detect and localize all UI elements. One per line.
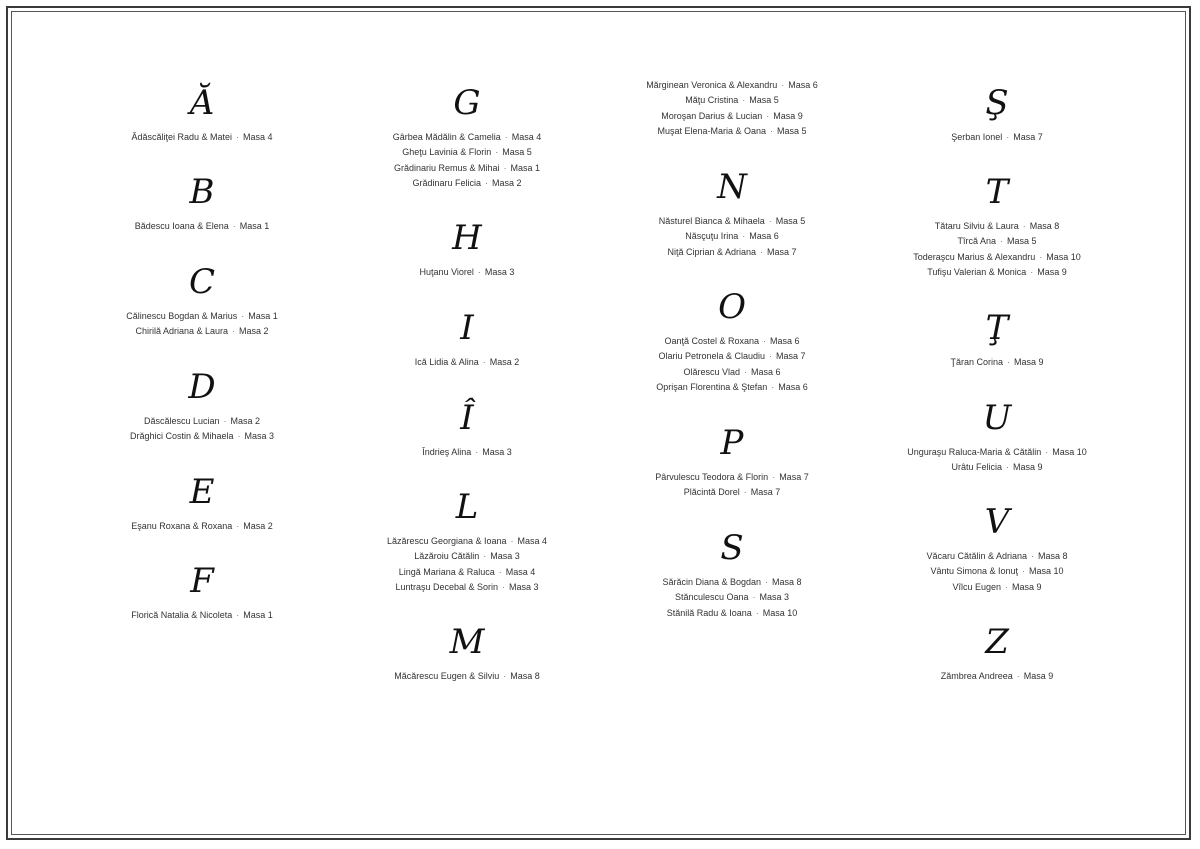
- guest-entry: [872, 564, 1122, 579]
- section-letter: Ă: [189, 83, 215, 123]
- table-number: Masa 5: [749, 95, 779, 106]
- guest-name: Năsturel Bianca & Mihaela: [658, 216, 765, 226]
- guest-name: Sărăcin Diana & Bogdan: [662, 577, 762, 587]
- column-1: [77, 0, 327, 849]
- guest-entry: [77, 414, 327, 429]
- table-number: Masa 2: [230, 416, 261, 426]
- separator-dot: ·: [498, 566, 502, 577]
- section-letter: N: [717, 167, 747, 207]
- guest-entry: [607, 575, 857, 590]
- letter-group: [342, 218, 592, 280]
- section-letter: D: [188, 367, 216, 407]
- table-number: Masa 2: [243, 521, 273, 531]
- section-letter: U: [982, 398, 1012, 438]
- guest-entry: [607, 606, 857, 621]
- guest-name: Tătaru Silviu & Laura: [934, 221, 1019, 231]
- guest-entry: [77, 324, 327, 339]
- section-letter: H: [452, 218, 482, 258]
- table-number: Masa 3: [759, 592, 790, 603]
- letter-group: [342, 83, 592, 192]
- table-number: Masa 7: [767, 246, 797, 257]
- table-number: Masa 6: [788, 80, 818, 90]
- table-number: Masa 7: [776, 351, 806, 362]
- separator-dot: ·: [763, 336, 767, 346]
- table-number: Masa 1: [510, 162, 541, 173]
- separator-dot: ·: [1016, 671, 1020, 681]
- table-number: Masa 7: [1013, 132, 1043, 142]
- separator-dot: ·: [765, 577, 769, 587]
- separator-dot: ·: [503, 671, 507, 681]
- table-number: Masa 10: [1046, 251, 1081, 262]
- letter-group: [342, 308, 592, 370]
- table-number: Masa 2: [239, 326, 269, 337]
- separator-dot: ·: [1000, 236, 1003, 247]
- separator-dot: ·: [755, 607, 759, 618]
- guest-name: Văcaru Cătălin & Adriana: [926, 551, 1028, 561]
- guest-name: Vântu Simona & Ionuţ: [930, 566, 1019, 577]
- guest-name: Niţă Ciprian & Adriana: [667, 246, 757, 257]
- separator-dot: ·: [232, 326, 236, 337]
- letter-group: [77, 172, 327, 234]
- guest-entry: [77, 219, 327, 234]
- table-number: Masa 8: [1029, 221, 1060, 231]
- section-letter: V: [984, 502, 1010, 542]
- guest-name: Gârbea Mădălin & Camelia: [392, 132, 501, 142]
- guest-entry: [872, 580, 1122, 595]
- letter-group: [607, 287, 857, 396]
- guest-entry: [872, 265, 1122, 280]
- guest-name: Eşanu Roxana & Roxana: [131, 521, 233, 531]
- separator-dot: ·: [1006, 132, 1010, 142]
- separator-dot: ·: [1045, 447, 1049, 457]
- table-number: Masa 1: [248, 311, 278, 321]
- section-letter: Ş: [985, 83, 1009, 123]
- table-number: Masa 4: [505, 566, 536, 577]
- letter-group: [342, 487, 592, 596]
- guest-entry: [607, 349, 857, 364]
- table-number: Masa 8: [1038, 551, 1068, 561]
- separator-dot: ·: [1031, 551, 1035, 561]
- guest-entry: [872, 219, 1122, 234]
- guest-name: Lăzăroiu Cătălin: [414, 551, 480, 562]
- table-number: Masa 3: [482, 447, 512, 457]
- separator-dot: ·: [742, 95, 746, 106]
- guest-name: Olărescu Vlad: [683, 366, 740, 377]
- separator-dot: ·: [781, 80, 785, 90]
- guest-entry: [607, 334, 857, 349]
- separator-dot: ·: [772, 472, 776, 482]
- guest-entry: [342, 176, 592, 191]
- letter-group: [77, 472, 327, 534]
- letter-group: [77, 367, 327, 445]
- separator-dot: ·: [1039, 251, 1043, 262]
- table-number: Masa 6: [778, 382, 808, 393]
- section-letter: C: [188, 262, 215, 302]
- guest-entry: [872, 355, 1122, 370]
- guest-name: Şerban Ionel: [951, 132, 1003, 142]
- guest-entry: [872, 250, 1122, 265]
- guest-name: Florică Natalia & Nicoleta: [131, 610, 233, 620]
- letter-group: [77, 561, 327, 623]
- guest-name: Moroşan Darius & Lucian: [661, 110, 763, 121]
- guest-name: Măcărescu Eugen & Silviu: [394, 671, 500, 681]
- guest-entry: [77, 519, 327, 534]
- guest-entry: [342, 145, 592, 160]
- separator-dot: ·: [223, 416, 227, 426]
- guest-entry: [872, 130, 1122, 145]
- section-letter: T: [985, 172, 1009, 212]
- table-number: Masa 6: [770, 336, 800, 346]
- separator-dot: ·: [510, 536, 514, 546]
- guest-name: Ţăran Corina: [950, 357, 1003, 367]
- guest-entry: [77, 429, 327, 444]
- guest-entry: [342, 669, 592, 684]
- table-number: Masa 5: [502, 147, 532, 158]
- guest-name: Năsçuţu Irina: [685, 231, 739, 242]
- section-letter: S: [720, 528, 744, 568]
- guest-name: Unguraşu Raluca-Maria & Cătălin: [907, 447, 1042, 457]
- guest-name: Gheţu Lavinia & Florin: [402, 147, 492, 158]
- section-letter: F: [190, 561, 214, 601]
- letter-group: [342, 398, 592, 460]
- table-number: Masa 10: [1029, 566, 1064, 577]
- section-letter: Z: [985, 622, 1009, 662]
- guest-entry: [607, 380, 857, 395]
- separator-dot: ·: [241, 311, 245, 321]
- separator-dot: ·: [504, 132, 508, 142]
- guest-name: Tufişu Valerian & Monica: [927, 267, 1027, 278]
- letter-group: [872, 502, 1122, 595]
- separator-dot: ·: [743, 487, 747, 498]
- separator-dot: ·: [760, 246, 764, 257]
- guest-name: Stănilă Radu & Ioana: [666, 607, 752, 618]
- separator-dot: ·: [1022, 566, 1026, 577]
- table-number: Masa 8: [772, 577, 802, 587]
- guest-name: Călinescu Bogdan & Marius: [126, 311, 238, 321]
- guest-name: Huţanu Viorel: [419, 267, 474, 277]
- separator-dot: ·: [752, 592, 756, 603]
- table-number: Masa 10: [762, 607, 798, 618]
- table-number: Masa 3: [244, 431, 275, 442]
- guest-name: Ădăscăliţei Radu & Matei: [131, 132, 233, 142]
- table-number: Masa 2: [492, 178, 522, 189]
- guest-name: Pârvulescu Teodora & Florin: [655, 472, 769, 482]
- separator-dot: ·: [236, 132, 240, 142]
- guest-name: Vîlcu Eugen: [952, 581, 1002, 592]
- section-letter: M: [449, 622, 485, 662]
- table-number: Masa 9: [1013, 462, 1043, 473]
- guest-name: Toderaşcu Marius & Alexandru: [913, 251, 1036, 262]
- guest-entry: [607, 485, 857, 500]
- guest-entry: [607, 229, 857, 244]
- guest-entry: [77, 608, 327, 623]
- table-number: Masa 5: [777, 126, 807, 137]
- table-number: Masa 9: [1014, 357, 1044, 367]
- guest-entry: [342, 549, 592, 564]
- column-3: [607, 0, 857, 849]
- table-number: Masa 3: [484, 267, 515, 277]
- separator-dot: ·: [236, 521, 240, 531]
- separator-dot: ·: [769, 351, 773, 362]
- guest-name: Plăcintă Dorel: [683, 487, 740, 498]
- table-number: Masa 7: [750, 487, 781, 498]
- letter-group: [607, 423, 857, 501]
- separator-dot: ·: [770, 126, 774, 137]
- guest-name: Drăghici Costin & Mihaela: [129, 431, 234, 442]
- guest-name: Grădinaru Felicia: [412, 178, 481, 189]
- letter-group: [607, 78, 857, 140]
- section-letter: G: [453, 83, 481, 123]
- guest-entry: [872, 234, 1122, 249]
- guest-entry: [872, 669, 1122, 684]
- guest-entry: [607, 590, 857, 605]
- table-number: Masa 9: [773, 110, 803, 121]
- table-number: Masa 3: [490, 551, 520, 562]
- letter-group: [77, 83, 327, 145]
- section-letter: E: [189, 472, 215, 512]
- guest-entry: [342, 355, 592, 370]
- guest-name: Urâtu Felicia: [951, 462, 1002, 473]
- separator-dot: ·: [485, 178, 488, 189]
- guest-entry: [77, 130, 327, 145]
- separator-dot: ·: [483, 551, 487, 562]
- separator-dot: ·: [232, 221, 236, 231]
- table-number: Masa 5: [1007, 236, 1037, 247]
- table-number: Masa 9: [1037, 267, 1067, 278]
- guest-name: Chirilă Adriana & Laura: [135, 326, 229, 337]
- guest-name: Dăscălescu Lucian: [143, 416, 220, 426]
- table-number: Masa 6: [749, 231, 779, 242]
- section-letter: B: [189, 172, 215, 212]
- separator-dot: ·: [744, 366, 747, 377]
- table-number: Masa 4: [517, 536, 548, 546]
- letter-group: [872, 83, 1122, 145]
- table-number: Masa 9: [1023, 671, 1054, 681]
- guest-entry: [607, 78, 857, 93]
- guest-name: Olariu Petronela & Claudiu: [658, 351, 766, 362]
- section-letter: L: [455, 487, 479, 527]
- section-letter: O: [718, 287, 746, 327]
- separator-dot: ·: [495, 147, 499, 158]
- column-4: [872, 0, 1122, 849]
- guest-entry: [77, 309, 327, 324]
- letter-group: [872, 622, 1122, 684]
- guest-entry: [607, 124, 857, 139]
- guest-entry: [342, 130, 592, 145]
- separator-dot: ·: [771, 382, 775, 393]
- table-number: Masa 9: [1012, 581, 1042, 592]
- separator-dot: ·: [1005, 581, 1009, 592]
- guest-entry: [342, 580, 592, 595]
- guest-name: Muşat Elena-Maria & Oana: [657, 126, 767, 137]
- table-number: Masa 6: [751, 366, 781, 377]
- table-number: Masa 1: [239, 221, 270, 231]
- guest-name: Ică Lidia & Alina: [414, 357, 479, 367]
- section-letter: I: [460, 308, 474, 348]
- guest-name: Măţu Cristina: [685, 95, 739, 106]
- guest-name: Lingă Mariana & Raluca: [398, 566, 495, 577]
- guest-entry: [872, 460, 1122, 475]
- table-number: Masa 3: [509, 582, 539, 593]
- guest-entry: [342, 161, 592, 176]
- guest-name: Luntraşu Decebal & Sorin: [395, 582, 499, 593]
- separator-dot: ·: [482, 357, 486, 367]
- table-number: Masa 8: [510, 671, 540, 681]
- guest-entry: [607, 93, 857, 108]
- section-letter: Ţ: [985, 308, 1009, 348]
- separator-dot: ·: [236, 610, 240, 620]
- table-number: Masa 5: [775, 216, 806, 226]
- guest-name: Stănculescu Oana: [674, 592, 749, 603]
- guest-entry: [872, 445, 1122, 460]
- separator-dot: ·: [1006, 462, 1009, 473]
- guest-name: Îndrieş Alina: [422, 447, 472, 457]
- guest-name: Bădescu Ioana & Elena: [134, 221, 229, 231]
- section-letter: P: [720, 423, 744, 463]
- guest-entry: [342, 565, 592, 580]
- letter-group: [77, 262, 327, 340]
- guest-entry: [342, 445, 592, 460]
- separator-dot: ·: [768, 216, 772, 226]
- letter-group: [342, 622, 592, 684]
- separator-dot: ·: [503, 162, 507, 173]
- separator-dot: ·: [502, 582, 506, 593]
- guest-entry: [607, 109, 857, 124]
- guest-entry: [607, 365, 857, 380]
- section-letter: Î: [460, 398, 474, 438]
- letter-group: [872, 172, 1122, 281]
- guest-name: Zămbrea Andreea: [940, 671, 1013, 681]
- guest-entry: [872, 549, 1122, 564]
- separator-dot: ·: [237, 431, 241, 442]
- guest-name: Lăzărescu Georgiana & Ioana: [386, 536, 507, 546]
- guest-entry: [607, 214, 857, 229]
- guest-name: Tîrcă Ana: [957, 236, 996, 247]
- separator-dot: ·: [1007, 357, 1010, 367]
- table-number: Masa 4: [511, 132, 542, 142]
- guest-name: Oanţă Costel & Roxana: [664, 336, 760, 346]
- table-number: Masa 7: [779, 472, 809, 482]
- letter-group: [872, 398, 1122, 476]
- column-2: [342, 0, 592, 849]
- separator-dot: ·: [1022, 221, 1026, 231]
- table-number: Masa 2: [489, 357, 520, 367]
- guest-name: Mărginean Veronica & Alexandru: [646, 80, 778, 90]
- table-number: Masa 4: [243, 132, 273, 142]
- separator-dot: ·: [766, 110, 770, 121]
- guest-entry: [607, 470, 857, 485]
- letter-group: [872, 308, 1122, 370]
- table-number: Masa 10: [1052, 447, 1087, 457]
- guest-name: Oprişan Florentina & Ştefan: [656, 382, 768, 393]
- separator-dot: ·: [477, 267, 481, 277]
- guest-entry: [342, 534, 592, 549]
- separator-dot: ·: [475, 447, 479, 457]
- table-number: Masa 1: [243, 610, 273, 620]
- separator-dot: ·: [742, 231, 746, 242]
- separator-dot: ·: [1030, 267, 1034, 278]
- letter-group: [607, 528, 857, 621]
- guest-entry: [607, 245, 857, 260]
- guest-name: Grădinariu Remus & Mihai: [393, 162, 500, 173]
- letter-group: [607, 167, 857, 260]
- guest-entry: [342, 265, 592, 280]
